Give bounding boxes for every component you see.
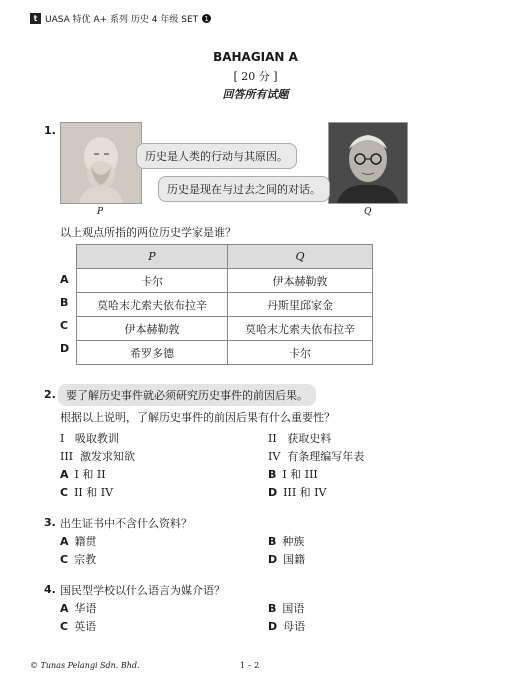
page-header: [30, 12, 211, 25]
table-cell: 卡尔: [228, 341, 373, 365]
q4-option-a: A 华语: [60, 602, 97, 615]
table-header-p: P: [77, 245, 228, 269]
statement-3: [60, 448, 135, 464]
footer-publisher: © Tunas Pelangi Sdn. Bhd.: [30, 661, 140, 670]
q2-number: 2.: [44, 388, 56, 401]
table-cell: 希罗多德: [77, 341, 228, 365]
statement-num: I: [60, 432, 65, 445]
q4-option-c: C 英语: [60, 620, 97, 633]
section-instruction: 回答所有试题: [222, 88, 289, 101]
q3-question: 出生证书中不含什么资料？: [60, 517, 192, 530]
table-cell: 丹斯里邱家金: [228, 293, 373, 317]
q4-option-d: D 母语: [268, 620, 306, 633]
q2-question: 根据以上说明，了解历史事件的前因后果有什么重要性？: [60, 411, 335, 424]
q1-question: 以上观点所指的两位历史学家是谁？: [60, 226, 236, 239]
q1-options-table: [76, 244, 373, 365]
bust-statue-icon: [61, 123, 141, 203]
statement-num: II: [268, 432, 277, 445]
table-cell: 莫哈末尤索夫依布拉辛: [77, 293, 228, 317]
historian-q-portrait: [328, 122, 408, 204]
series-title: UASA 特优 A+ 系列 历史 4 年级 SET: [45, 15, 199, 25]
q2-option-a: A I 和 II: [60, 468, 106, 481]
q3-option-b: B 种族: [268, 535, 305, 548]
table-cell: 莫哈末尤索夫依布拉辛: [228, 317, 373, 341]
table-row: [77, 293, 373, 317]
table-row: [77, 341, 373, 365]
q2-option-b: B I 和 III: [268, 468, 318, 481]
option-label-d: D: [60, 342, 70, 355]
statement-4: [268, 448, 364, 464]
statement-text: 有条理编写年表: [287, 450, 365, 463]
label-p: P: [97, 207, 104, 217]
table-header-row: [77, 245, 373, 269]
publisher-logo: t: [30, 13, 41, 24]
set-number-badge: 1: [202, 14, 211, 23]
q2-option-c: C II 和 IV: [60, 486, 114, 499]
section-title: BAHAGIAN A: [213, 50, 298, 64]
q1-number: 1.: [44, 124, 56, 137]
section-marks: [ 20 分 ]: [233, 70, 278, 83]
speech-bubble-p: 历史是人类的行动与其原因。: [136, 143, 297, 169]
page-number: 1 – 2: [240, 661, 260, 670]
statement-2: [268, 430, 331, 446]
portrait-photo-icon: [329, 123, 407, 203]
option-label-b: B: [60, 296, 69, 309]
statement-num: IV: [268, 450, 281, 463]
q3-option-c: C 宗教: [60, 553, 97, 566]
q4-option-b: B 国语: [268, 602, 305, 615]
table-row: [77, 317, 373, 341]
statement-num: III: [60, 450, 74, 463]
table-cell: 卡尔: [77, 269, 228, 293]
q4-number: 4.: [44, 583, 56, 596]
table-cell: 伊本赫勒敦: [77, 317, 228, 341]
table-cell: 伊本赫勒敦: [228, 269, 373, 293]
q3-number: 3.: [44, 516, 56, 529]
table-header-q: Q: [228, 245, 373, 269]
speech-bubble-q: 历史是现在与过去之间的对话。: [158, 176, 330, 202]
historian-p-portrait: [60, 122, 142, 204]
label-q: Q: [364, 207, 372, 217]
q2-quote: 要了解历史事件就必须研究历史事件的前因后果。: [58, 384, 316, 406]
q3-option-a: A 籍贯: [60, 535, 97, 548]
option-label-c: C: [60, 319, 69, 332]
q2-option-d: D III 和 IV: [268, 486, 327, 499]
table-row: [77, 269, 373, 293]
statement-text: 吸取教训: [74, 432, 119, 445]
statement-text: 获取史料: [287, 432, 332, 445]
q4-question: 国民型学校以什么语言为媒介语？: [60, 584, 225, 597]
option-label-a: A: [60, 273, 69, 286]
statement-1: [60, 430, 119, 446]
statement-text: 激发求知欲: [80, 450, 136, 463]
q3-option-d: D 国籍: [268, 553, 306, 566]
